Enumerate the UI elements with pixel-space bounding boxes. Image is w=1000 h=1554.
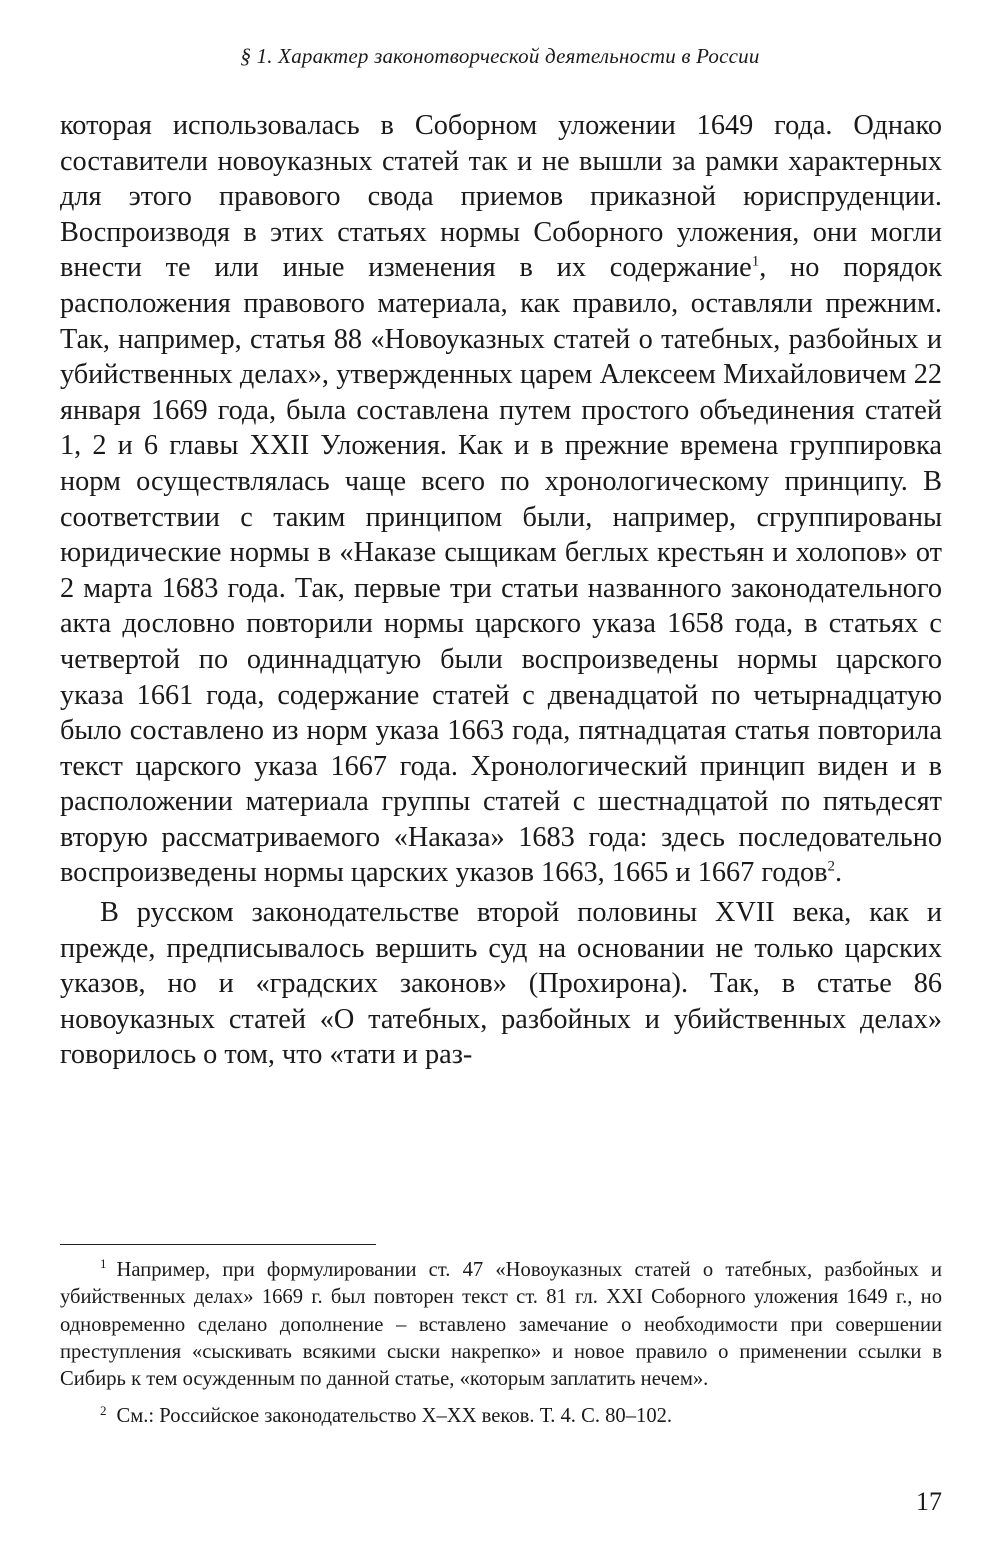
paragraph-1-part-b: , но порядок расположения правового материала, как правило, оставляли прежним. Так, например, статья 88 «Новоуказных статей о татебных, разбойных и убийственных делах», утвержденных царем Алексеем Михайловичем 22 января 1669 года, была составлена путем простого объединения статей 1, 2 и 6 главы XXII Уложения. Как и в прежние времена группировка норм осуществлялась чаще всего по хронологическому принципу. В соответствии с таким принципом были, например, сгруппированы юридические нормы в «Наказе сыщикам беглых крестьян и холопов» от 2 марта 1683 года. Так, первые три статьи названного законодательного акта дословно повторили нормы царского указа 1658 года, в статьях с четвертой по одиннадцатую были воспроизведены нормы царского указа 1661 года, содержание статей с двенадцатой по четырнадцатую было составлено из норм указа 1663 года, пятнадцатая статья повторила текст царского указа 1667 года. Хронологический принцип виден и в расположении материала группы статей с шестнадцатой по пятьдесят вторую рассматриваемого «Наказа» 1683 года: здесь последовательно воспроизведены нормы царских указов 1663, 1665 и 1667 годов (60, 252, 942, 889)
footnote-2-text: См.: Российское законодательство X–XX веков. Т. 4. С. 80–102. (116, 1405, 673, 1428)
page-number: 17 (916, 1487, 942, 1516)
paragraph-1 (60, 108, 942, 891)
footnote-divider (60, 1244, 376, 1245)
footnote-1-marker: 1 (100, 1256, 107, 1272)
footnote-ref-2[interactable]: 2 (827, 859, 835, 876)
running-header: § 1. Характер законотворческой деятельности в России (240, 44, 760, 68)
footnote-1-text: Например, при формулировании ст. 47 «Новоуказных статей о татебных, разбойных и убийственных делах» 1669 г. был повторен текст ст. 81 гл. XXI Соборного уложения 1649 г., но одновременно сделано дополнение – вставлено замечание о необходимости при совершении преступления «сыскивать всякими сыски накрепко» и новое правило о применении ссылки в Сибирь к тем осужденным по данной статье, «которым заплатить нечем». (60, 1259, 942, 1391)
footnote-2-marker: 2 (100, 1402, 107, 1418)
main-text (60, 108, 942, 1073)
footnotes (60, 1257, 942, 1431)
footnote-ref-1[interactable]: 1 (751, 253, 760, 270)
paragraph-1-part-a: которая использовалась в Соборном уложении 1649 года. Однако составители новоуказных статей так и не вышли за рамки характерных для этого правового свода приемов приказной юриспруденции. Воспроизводя в этих статьях нормы Соборного уложения, они могли внести те или иные изменения в их содержание (60, 110, 942, 284)
footnote-1 (60, 1257, 942, 1393)
paragraph-1-part-c: . (835, 857, 843, 889)
footnote-2 (60, 1403, 942, 1430)
paragraph-2: В русском законодательстве второй половины XVII века, как и прежде, предписывалось вершить суд на основании не только царских указов, но и «градских законов» (Прохирона). Так, в статье 86 новоуказных статей «О татебных, разбойных и убийственных делах» говорилось о том, что «тати и раз- (60, 897, 942, 1071)
